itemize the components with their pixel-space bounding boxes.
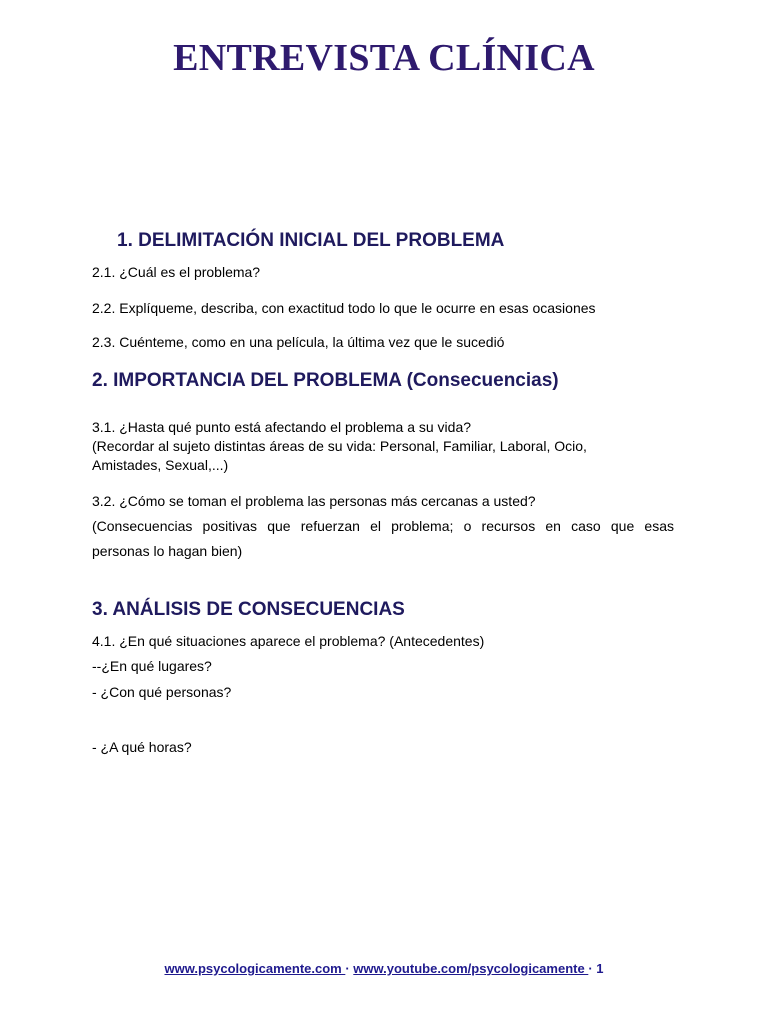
document-title: ENTREVISTA CLÍNICA (173, 37, 595, 79)
question-3-2-note-line-2: personas lo hagan bien) (92, 543, 243, 559)
question-4-1: 4.1. ¿En qué situaciones aparece el problema? (Antecedentes) (92, 633, 485, 649)
section-2-heading: 2. IMPORTANCIA DEL PROBLEMA (Consecuencias) (92, 370, 559, 391)
page-number: 1 (596, 961, 604, 976)
sub-question-places: --¿En qué lugares? (92, 658, 212, 674)
question-3-2-note-line-1: (Consecuencias positivas que refuerzan el problema; o recursos en caso que esas (92, 518, 674, 534)
question-2-2: 2.2. Explíqueme, describa, con exactitud todo lo que le ocurre en esas ocasiones (92, 300, 596, 316)
section-1-heading: 1. DELIMITACIÓN INICIAL DEL PROBLEMA (117, 230, 505, 251)
youtube-link[interactable]: www.youtube.com/psycologicamente (353, 961, 589, 976)
question-2-3: 2.3. Cuénteme, como en una película, la última vez que le sucedió (92, 334, 505, 350)
footer-separator: · (345, 961, 354, 976)
question-3-2: 3.2. ¿Cómo se toman el problema las personas más cercanas a usted? (92, 493, 536, 509)
page-footer (0, 961, 768, 976)
sub-question-hours: - ¿A qué horas? (92, 739, 192, 755)
website-link[interactable]: www.psycologicamente.com (164, 961, 346, 976)
question-3-1-note-line-2: Amistades, Sexual,...) (92, 457, 229, 473)
sub-question-people: - ¿Con qué personas? (92, 684, 232, 700)
question-2-1: 2.1. ¿Cuál es el problema? (92, 264, 261, 280)
section-3-heading: 3. ANÁLISIS DE CONSECUENCIAS (92, 599, 405, 620)
question-3-1: 3.1. ¿Hasta qué punto está afectando el problema a su vida? (92, 419, 472, 435)
footer-separator: · (588, 961, 597, 976)
question-3-1-note-line-1: (Recordar al sujeto distintas áreas de su vida: Personal, Familiar, Laboral, Ocio, (92, 438, 587, 454)
